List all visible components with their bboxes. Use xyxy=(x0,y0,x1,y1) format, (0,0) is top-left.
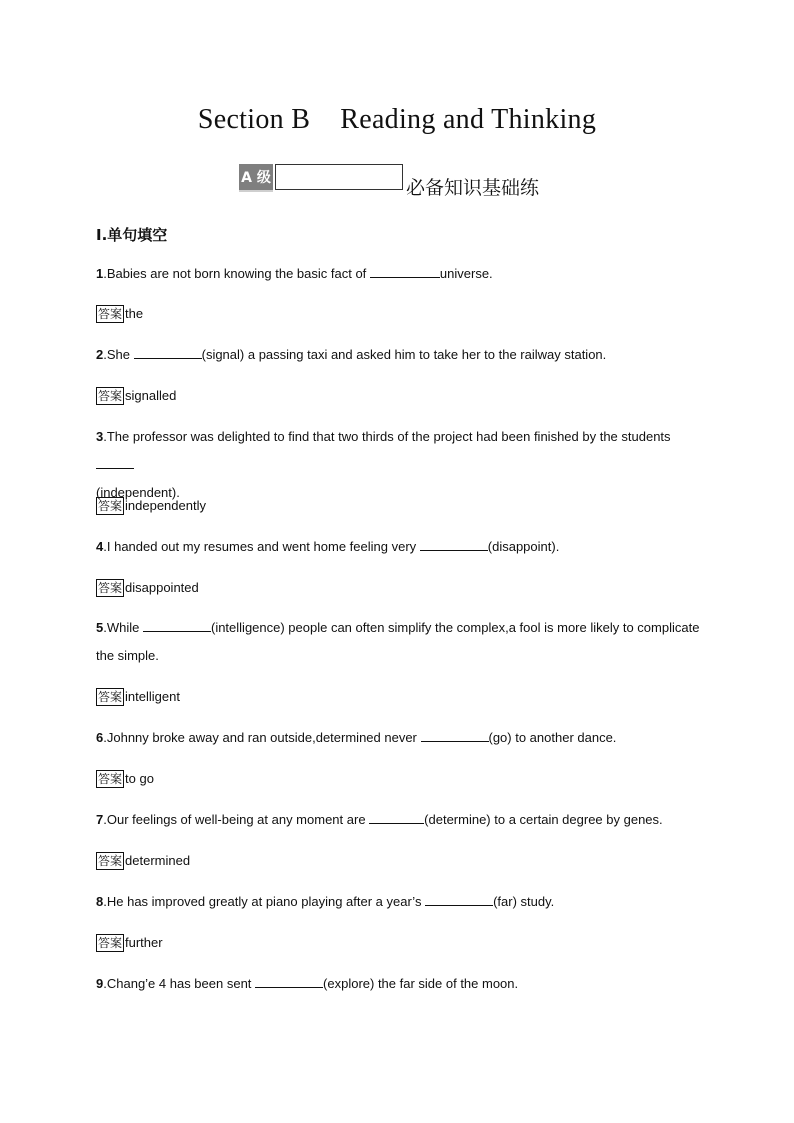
level-badge: A 级 xyxy=(239,164,273,192)
level-box xyxy=(275,164,403,190)
answer-6 xyxy=(96,770,154,788)
answer-blank[interactable] xyxy=(369,809,424,824)
answer-5 xyxy=(96,688,180,706)
answer-text: determined xyxy=(125,853,191,868)
title-section: Section B xyxy=(197,104,311,135)
answer-badge: 答案 xyxy=(98,389,123,403)
answer-badge: 答案 xyxy=(98,307,123,321)
answer-badge: 答案 xyxy=(98,499,123,513)
answer-blank[interactable] xyxy=(134,344,202,359)
question-2: 2.She (signal) a passing taxi and asked him to take her to the railway station. xyxy=(96,341,700,369)
answer-badge: 答案 xyxy=(98,581,123,595)
answer-text: intelligent xyxy=(125,689,180,704)
answer-badge: 答案 xyxy=(98,936,123,950)
answer-blank[interactable] xyxy=(420,536,488,551)
answer-text: the xyxy=(125,306,144,321)
answer-blank[interactable] xyxy=(421,727,489,742)
answer-text: to go xyxy=(125,771,154,786)
answer-blank[interactable] xyxy=(425,891,493,906)
question-8: 8.He has improved greatly at piano playing after a year’s (far) study. xyxy=(96,888,700,916)
question-4: 4.I handed out my resumes and went home feeling very (disappoint). xyxy=(96,533,700,561)
section-heading: Ⅰ.单句填空 xyxy=(96,226,168,244)
page-title xyxy=(0,104,794,136)
answer-blank[interactable] xyxy=(370,263,440,278)
answer-text: disappointed xyxy=(125,580,199,595)
level-label: 必备知识基础练 xyxy=(406,177,540,199)
answer-7 xyxy=(96,852,190,870)
answer-2 xyxy=(96,387,176,405)
answer-blank[interactable] xyxy=(143,617,211,632)
answer-badge: 答案 xyxy=(98,772,123,786)
answer-3 xyxy=(96,497,206,515)
answer-text: independently xyxy=(125,498,206,513)
title-topic: Reading and Thinking xyxy=(340,104,597,135)
question-6: 6.Johnny broke away and ran outside,determined never (go) to another dance. xyxy=(96,724,700,752)
question-7: 7.Our feelings of well-being at any moment are (determine) to a certain degree by genes. xyxy=(96,806,700,834)
answer-blank[interactable] xyxy=(255,973,323,988)
answer-text: further xyxy=(125,935,163,950)
answer-badge: 答案 xyxy=(98,854,123,868)
question-9: 9.Chang’e 4 has been sent (explore) the far side of the moon. xyxy=(96,970,700,998)
level-banner xyxy=(239,164,540,199)
answer-8 xyxy=(96,934,163,952)
answer-text: signalled xyxy=(125,388,177,403)
answer-4 xyxy=(96,579,199,597)
answer-blank[interactable] xyxy=(96,454,134,469)
question-3: 3.The professor was delighted to find that two thirds of the project had been finished by the students (independent). xyxy=(96,429,671,500)
answer-1 xyxy=(96,305,143,323)
answer-badge: 答案 xyxy=(98,690,123,704)
question-5: 5.While (intelligence) people can often simplify the complex,a fool is more likely to complicate the simple. xyxy=(96,614,700,670)
question-1: 1.Babies are not born knowing the basic fact of universe. xyxy=(96,260,700,288)
